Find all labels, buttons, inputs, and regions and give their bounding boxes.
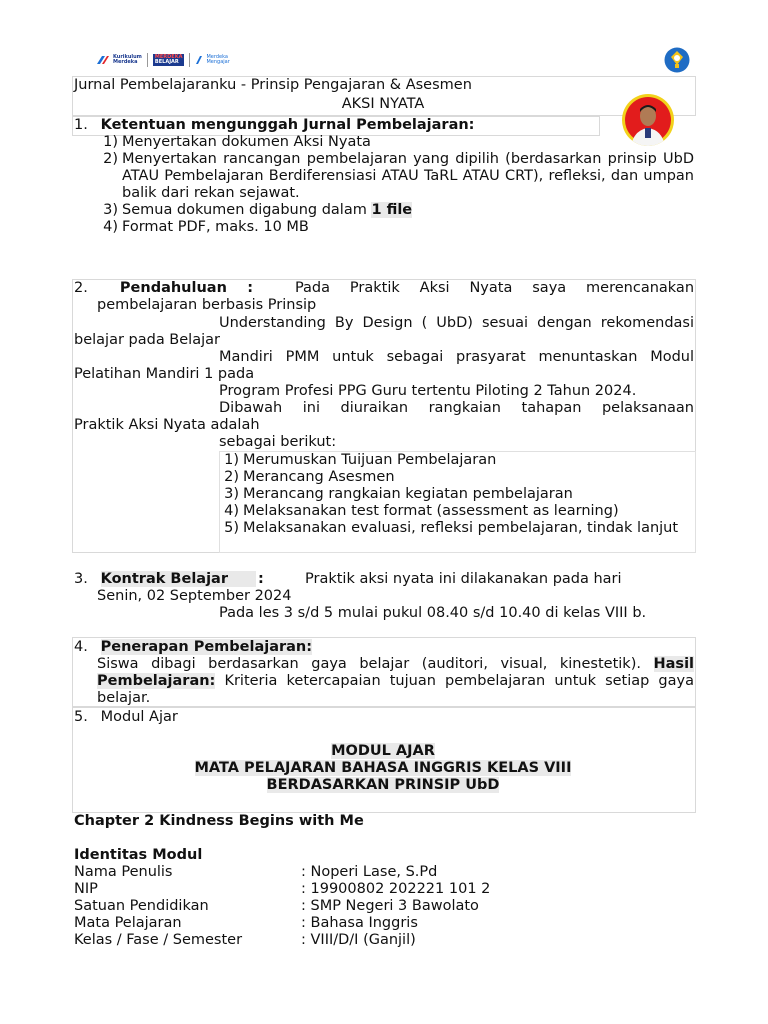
list-number: 2) [224,469,239,485]
row-value: : Noperi Lase, S.Pd [301,864,438,880]
page-title: Jurnal Pembelajaranku - Prinsip Pengajaran & Asesmen [74,77,472,93]
paragraph-text: Siswa dibagi berdasarkan gaya belajar (auditori, visual, kinestetik). [97,656,641,672]
list-item [98,134,694,151]
section-number: 2. [74,280,88,296]
paragraph-text: Program Profesi PPG Guru tertentu Piloting 2 Tahun 2024. [219,383,637,399]
table-row [74,881,694,898]
list-item-text: Menyertakan dokumen Aksi Nyata [122,134,371,150]
paragraph-text: Understanding By Design ( UbD) sesuai dengan rekomendasi [219,315,694,331]
modul-title [72,743,694,794]
list-number: 4) [103,219,118,235]
logo-divider [189,53,190,67]
paragraph-text: Dibawah ini diuraikan rangkaian tahapan pelaksanaan [219,400,694,416]
identitas-table [74,864,694,949]
hasil-label: Hasil Pembelajaran: [97,656,695,689]
paragraph-text: belajar pada Belajar [74,332,220,348]
row-value: : VIII/D/I (Ganjil) [301,932,416,948]
list-number: 3) [224,486,239,502]
list-item-text-part: Semua dokumen digabung dalam [122,202,372,218]
list-item-text [122,202,412,219]
row-label: Mata Pelajaran [74,915,182,931]
logo-text: Merdeka [206,54,228,60]
section-number: 5. [74,709,88,725]
row-label: Satuan Pendidikan [74,898,209,914]
list-number: 1) [224,452,239,468]
table-row [74,915,694,932]
list-item [98,151,694,202]
paragraph-text: Praktik aksi nyata ini dilakanakan pada hari [305,571,622,587]
list-item [219,486,694,503]
tut-wuri-handayani-emblem-icon [664,47,690,73]
logo-text: Merdeka [113,59,138,65]
list-number: 4) [224,503,239,519]
table-row [74,898,694,915]
list-item [219,503,694,520]
list-item [98,219,694,236]
section-heading-text: Penerapan Pembelajaran: [100,639,313,655]
paragraph-text: Mandiri PMM untuk sebagai prasyarat menuntaskan Modul [219,349,694,365]
modul-title-line: BERDASARKAN PRINSIP UbD [266,777,500,793]
row-label: Kelas / Fase / Semester [74,932,243,948]
modul-title-line: MATA PELAJARAN BAHASA INGGRIS KELAS VIII [194,760,572,776]
logo-text: Mengajar [206,59,230,65]
list-item-text: Merancang rangkaian kegiatan pembelajaran [243,486,573,502]
section-number: 1. [74,117,88,133]
section-number: 3. [74,571,88,587]
table-row [74,932,694,949]
section-heading-text: Ketentuan mengunggah Jurnal Pembelajaran: [100,117,475,133]
row-label: NIP [74,881,98,897]
logo-text: BELAJAR [154,59,179,65]
section1-heading [74,117,474,134]
section4-body [97,656,694,707]
chapter-title: Chapter 2 Kindness Begins with Me [74,813,364,829]
section5-heading [74,709,178,726]
list-item [219,520,694,537]
list-item-text: Format PDF, maks. 10 MB [122,219,309,235]
paragraph-text: Pada Praktik Aksi Nyata saya merencanakan [294,280,695,296]
list-item-text: Menyertakan rancangan pembelajaran yang dipilih (berdasarkan prinsip UbD ATAU Pembelajaran Berdiferensiasi ATAU TaRL ATAU CRT), refleksi, dan umpan balik dari rekan sejawat. [122,151,694,201]
logo-text: MERDEKA [154,54,183,60]
list-item [98,202,694,219]
row-value: : SMP Negeri 3 Bawolato [301,898,479,914]
list-number: 5) [224,520,239,536]
kurikulum-merdeka-logo [113,55,142,65]
section-heading-text: Modul Ajar [100,709,178,725]
logo-text: Kurikulum [113,54,142,60]
page-subtitle: AKSI NYATA [341,96,425,112]
modul-title-line: MODUL AJAR [331,743,435,759]
section3-heading [74,571,256,588]
paragraph-text: pembelajaran berbasis Prinsip [97,297,317,313]
row-value: : 19900802 202221 101 2 [301,881,491,897]
section-colon: : [258,571,264,587]
list-number: 2) [103,151,118,167]
list-number: 1) [103,134,118,150]
paragraph-text: Pada les 3 s/d 5 mulai pukul 08.40 s/d 10.40 di kelas VIII b. [219,605,647,621]
merdeka-mengajar-logo-icon [195,54,203,66]
merdeka-belajar-logo [153,54,185,66]
logo-divider [147,53,148,67]
list-item [219,452,694,469]
row-value: : Bahasa Inggris [301,915,418,931]
section4-heading [74,639,312,656]
list-item-text: Merancang Asesmen [243,469,395,485]
header-logos [96,50,230,70]
paragraph-text: Kriteria ketercapaian tujuan pembelajaran untuk setiap gaya belajar. [97,673,694,706]
list-item-text: Merumuskan Tuijuan Pembelajaran [243,452,497,468]
merdeka-mengajar-logo [206,55,229,65]
section-heading-text: Pendahuluan : [119,280,254,296]
paragraph-text: Praktik Aksi Nyata adalah [74,417,260,433]
row-label: Nama Penulis [74,864,173,880]
kurikulum-logo-icon [96,54,110,66]
identitas-heading: Identitas Modul [74,847,203,863]
list-item-emphasis: 1 file [371,202,413,218]
section1-list [98,134,694,236]
paragraph-text: Pelatihan Mandiri 1 pada [74,366,255,382]
list-number: 3) [103,202,118,218]
list-item-text: Melaksanakan evaluasi, refleksi pembelajaran, tindak lanjut [243,520,679,536]
steps-list [219,452,694,537]
list-item [219,469,694,486]
section2-line1 [74,280,694,297]
paragraph-text: Senin, 02 September 2024 [97,588,292,604]
list-item-text: Melaksanakan test format (assessment as learning) [243,503,619,519]
paragraph-text: sebagai berikut: [219,434,337,450]
section-heading-text: Kontrak Belajar [101,571,256,587]
table-row [74,864,694,881]
section-number: 4. [74,639,88,655]
